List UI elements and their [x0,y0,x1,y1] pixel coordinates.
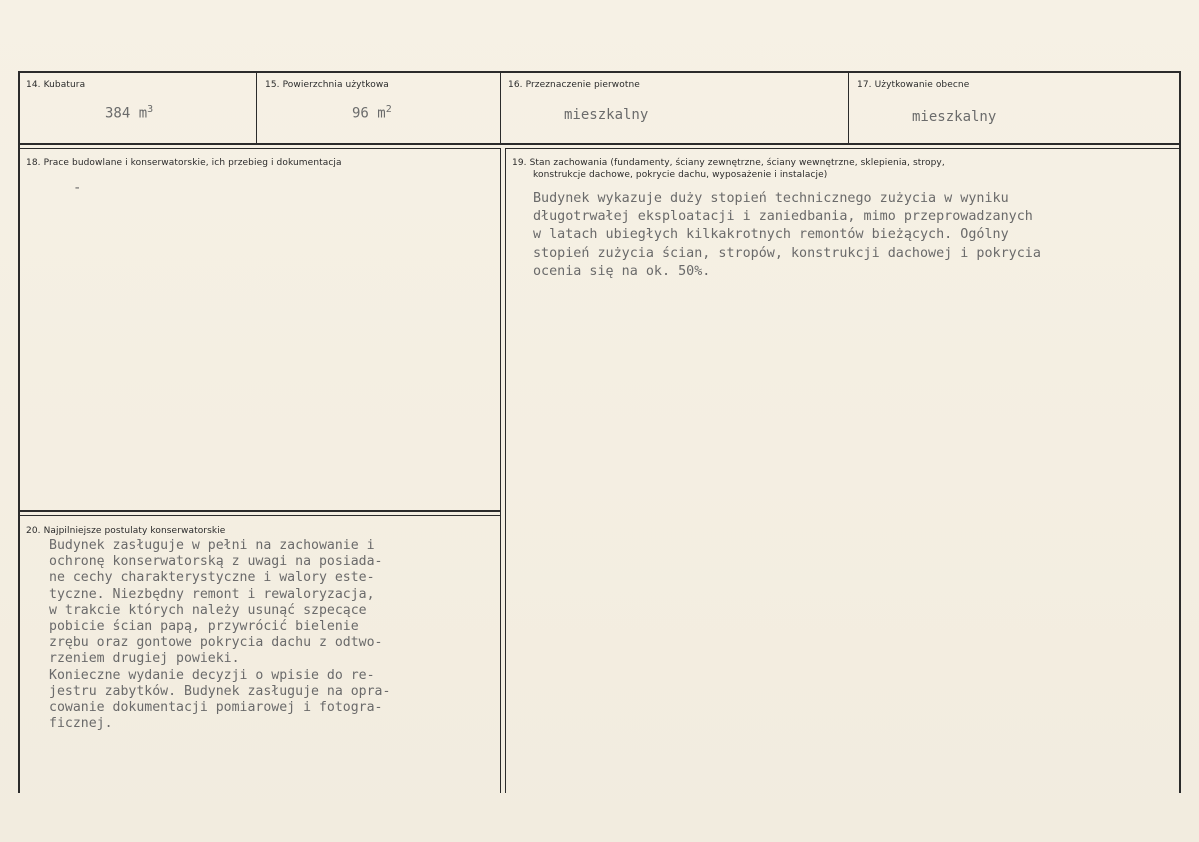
col-divider-14-15 [256,71,257,144]
field-20-text: Budynek zasługuje w pełni na zachowanie i ochronę konserwatorską z uwagi na posiada- ne cechy charakterystyczne i walory este- tyczne. Niezbędny remont i rewaloryzacja, w trakcie których należy usunąć szpecące pobicie ścian papą, przywrócić bielenie zrębu oraz gontowe pokrycia dachu z odtwo- rzeniem drugiej powieki. Konieczne wydanie decyzji o wpisie do re- jestru zabytków. Budynek zasługuje na opra- cowanie dokumentacji pomiarowej i fotogra- ficznej. [49,538,391,732]
section18-bottom-rule [18,510,501,512]
field-14-value-text: 384 m [105,105,148,122]
field-16-label: 16. Przeznaczenie pierwotne [508,80,640,90]
field-15-value-text: 96 m [352,105,386,122]
field-14-unit-exponent: 3 [147,104,154,115]
field-19-label-line1: 19. Stan zachowania (fundamenty, ściany zewnętrzne, ściany wewnętrzne, sklepienia, stropy, [512,158,945,168]
field-20-text-block [49,538,489,732]
field-19-label-line2: konstrukcje dachowe, pokrycie dachu, wyposażenie i instalacje) [533,170,828,180]
main-divider-right [505,148,506,793]
field-15-label: 15. Powierzchnia użytkowa [265,80,389,90]
field-18-label: 18. Prace budowlane i konserwatorskie, ich przebieg i dokumentacja [26,158,342,168]
field-18-value: - [73,180,82,196]
field-20-label: 20. Najpilniejsze postulaty konserwatorskie [26,526,226,536]
col-divider-15-16 [500,71,501,144]
row1-bottom-rule [18,143,1181,145]
row2-divider-rule [18,148,501,149]
top-rule [18,71,1181,73]
field-16-value: mieszkalny [564,107,649,123]
field-15-value [352,104,392,122]
field-17-value: mieszkalny [912,109,997,125]
field-14-value [105,104,153,122]
field-15-unit-exponent: 2 [385,104,392,115]
field-14-label: 14. Kubatura [26,80,86,90]
main-divider-left [500,148,501,793]
right-border [1179,71,1181,793]
row2-divider-rule-right [506,148,1181,149]
col-divider-16-17 [848,71,849,144]
field-17-label: 17. Użytkowanie obecne [857,80,970,90]
section20-top-rule [18,515,501,516]
field-19-text-block [533,190,1173,281]
left-border [18,71,20,793]
field-19-text: Budynek wykazuje duży stopień technicznego zużycia w wyniku długotrwałej eksploatacji i zaniedbania, mimo przeprowadzanych w latach ubiegłych kilkakrotnych remontów bieżących. Ogólny stopień zużycia ścian, stropów, konstrukcji dachowej i pokrycia ocenia się na ok. 50%. [533,191,1041,279]
